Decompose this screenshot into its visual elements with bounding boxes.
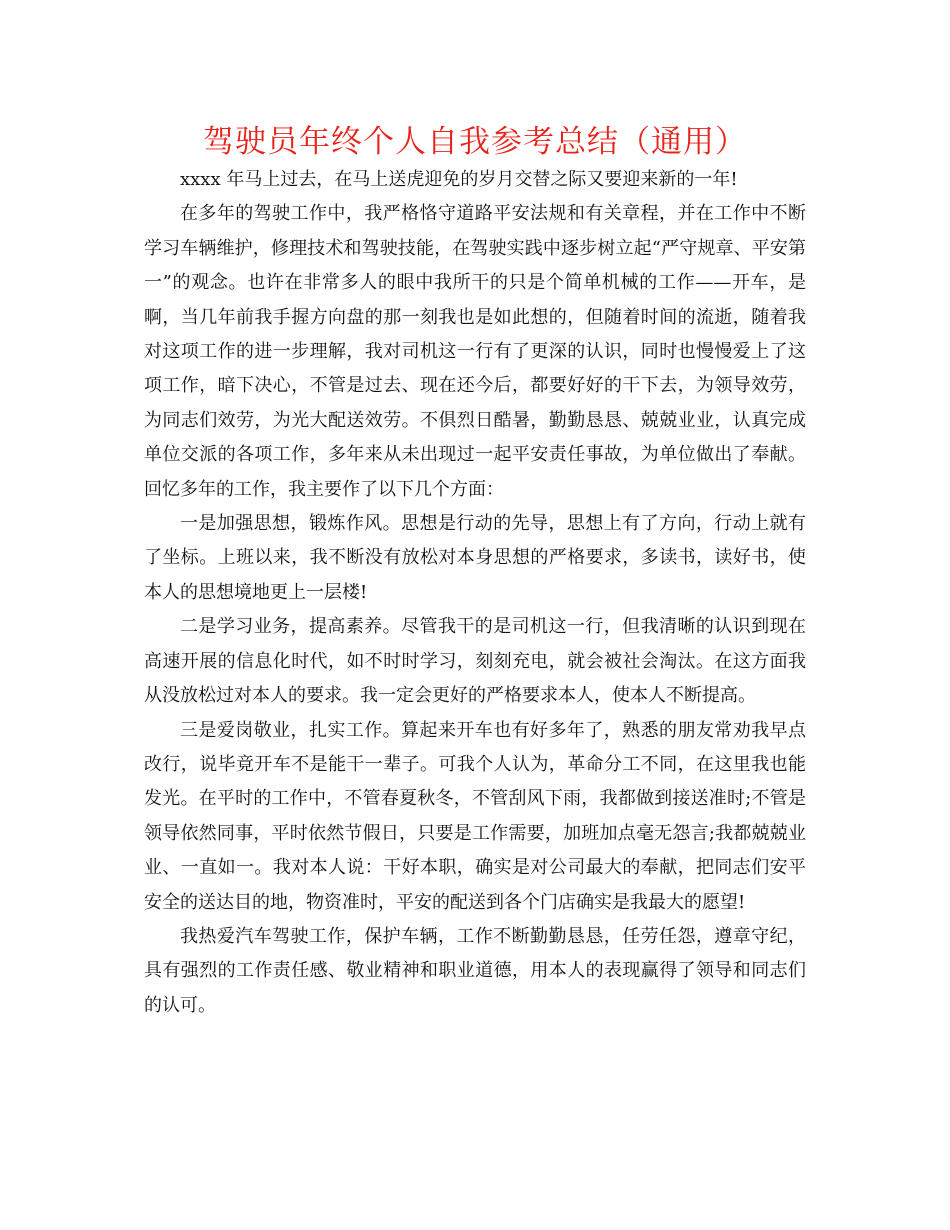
- paragraph-experience: 在多年的驾驶工作中，我严格恪守道路平安法规和有关章程，并在工作中不断学习车辆维护，修理技术和驾驶技能，在驾驶实践中逐步树立起“严守规章、平安第一”的观念。也许在非常多人的眼中我所干的只是个简单机械的工作——开车，是啊，当几年前我手握方向盘的那一刻我也是如此想的，但随着时间的流逝，随着我对这项工作的进一步理解，我对司机这一行有了更深的认识，同时也慢慢爱上了这项工作，暗下决心，不管是过去、现在还今后，都要好好的干下去，为领导效劳，为同志们效劳，为光大配送效劳。不俱烈日酷暑，勤勤恳恳、兢兢业业，认真完成单位交派的各项工作，多年来从未出现过一起平安责任事故，为单位做出了奉献。回忆多年的工作，我主要作了以下几个方面：: [144, 203, 806, 500]
- paragraph-point-two: 二是学习业务，提高素养。尽管我干的是司机这一行，但我清晰的认识到现在高速开展的信息化时代，如不时时学习，刻刻充电，就会被社会淘汰。在这方面我从没放松过对本人的要求。我一定会更好的严格要求本人，使本人不断提高。: [144, 616, 806, 707]
- paragraph-point-three: 三是爱岗敬业，扎实工作。算起来开车也有好多年了，熟悉的朋友常劝我早点改行，说毕竟开车不是能干一辈子。可我个人认为，革命分工不同，在这里我也能发光。在平时的工作中，不管春夏秋冬，不管刮风下雨，我都做到接送准时;不管是领导依然同事，平时依然节假日，只要是工作需要，加班加点毫无怨言;我都兢兢业业、一直如一。我对本人说：干好本职，确实是对公司最大的奉献，把同志们安平安全的送达目的地，物资准时，平安的配送到各个门店确实是我最大的愿望!: [144, 719, 806, 913]
- paragraph-intro: xxxx 年马上过去，在马上送虎迎免的岁月交替之际又要迎来新的一年!: [180, 169, 738, 190]
- paragraph-conclusion: 我热爱汽车驾驶工作，保护车辆，工作不断勤勤恳恳，任劳任怨，遵章守纪，具有强烈的工作责任感、敬业精神和职业道德，用本人的表现赢得了领导和同志们的认可。: [144, 925, 806, 1016]
- document-title: 驾驶员年终个人自我参考总结（通用）: [203, 124, 747, 160]
- document-body: [144, 163, 806, 1023]
- paragraph-point-one: 一是加强思想，锻炼作风。思想是行动的先导，思想上有了方向，行动上就有了坐标。上班以来，我不断没有放松对本身思想的严格要求，多读书，读好书，使本人的思想境地更上一层楼!: [144, 513, 806, 603]
